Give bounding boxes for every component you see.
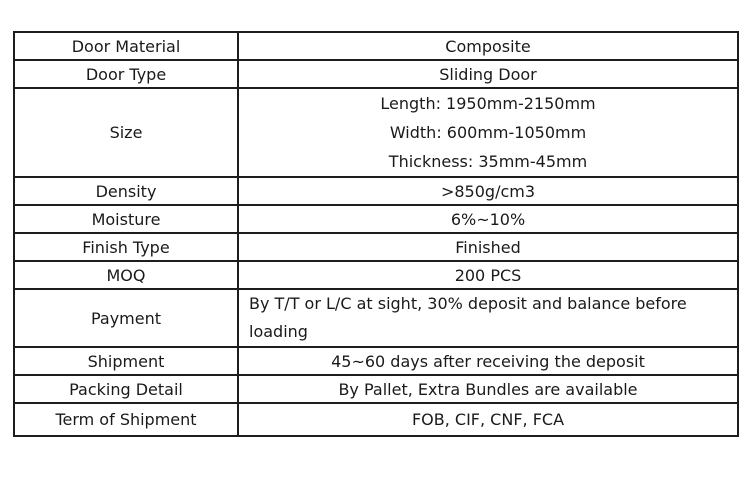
row-label: Size — [14, 88, 238, 177]
table-row-packing-detail — [14, 375, 738, 403]
table-row-shipment — [14, 347, 738, 375]
row-value: 200 PCS — [238, 261, 738, 289]
table-row-moq — [14, 261, 738, 289]
row-value: 45~60 days after receiving the deposit — [238, 347, 738, 375]
row-label: Density — [14, 177, 238, 205]
row-label: Moisture — [14, 205, 238, 233]
size-line-thickness: Thickness: 35mm-45mm — [388, 152, 588, 171]
table-row-finish-type — [14, 233, 738, 261]
size-line-width: Width: 600mm-1050mm — [389, 123, 587, 142]
row-value: Finished — [238, 233, 738, 261]
row-label: Door Material — [14, 32, 238, 60]
row-label: Shipment — [14, 347, 238, 375]
row-value: >850g/cm3 — [238, 177, 738, 205]
row-value: FOB, CIF, CNF, FCA — [238, 403, 738, 436]
row-value: By Pallet, Extra Bundles are available — [238, 375, 738, 403]
row-label: MOQ — [14, 261, 238, 289]
row-label: Term of Shipment — [14, 403, 238, 436]
row-value: 6%~10% — [238, 205, 738, 233]
row-label: Finish Type — [14, 233, 238, 261]
row-value — [238, 88, 738, 177]
table-row-term-of-shipment — [14, 403, 738, 436]
table-row-door-type — [14, 60, 738, 88]
table-row-moisture — [14, 205, 738, 233]
row-value: Sliding Door — [238, 60, 738, 88]
product-spec-table — [13, 31, 739, 437]
row-value: Composite — [238, 32, 738, 60]
table-row-door-material — [14, 32, 738, 60]
size-line-length: Length: 1950mm-2150mm — [380, 94, 596, 113]
row-label: Payment — [14, 289, 238, 347]
table-row-size — [14, 88, 738, 177]
table-row-density — [14, 177, 738, 205]
row-label: Packing Detail — [14, 375, 238, 403]
row-value: By T/T or L/C at sight, 30% deposit and balance before loading — [238, 289, 738, 347]
row-label: Door Type — [14, 60, 238, 88]
table-row-payment — [14, 289, 738, 347]
